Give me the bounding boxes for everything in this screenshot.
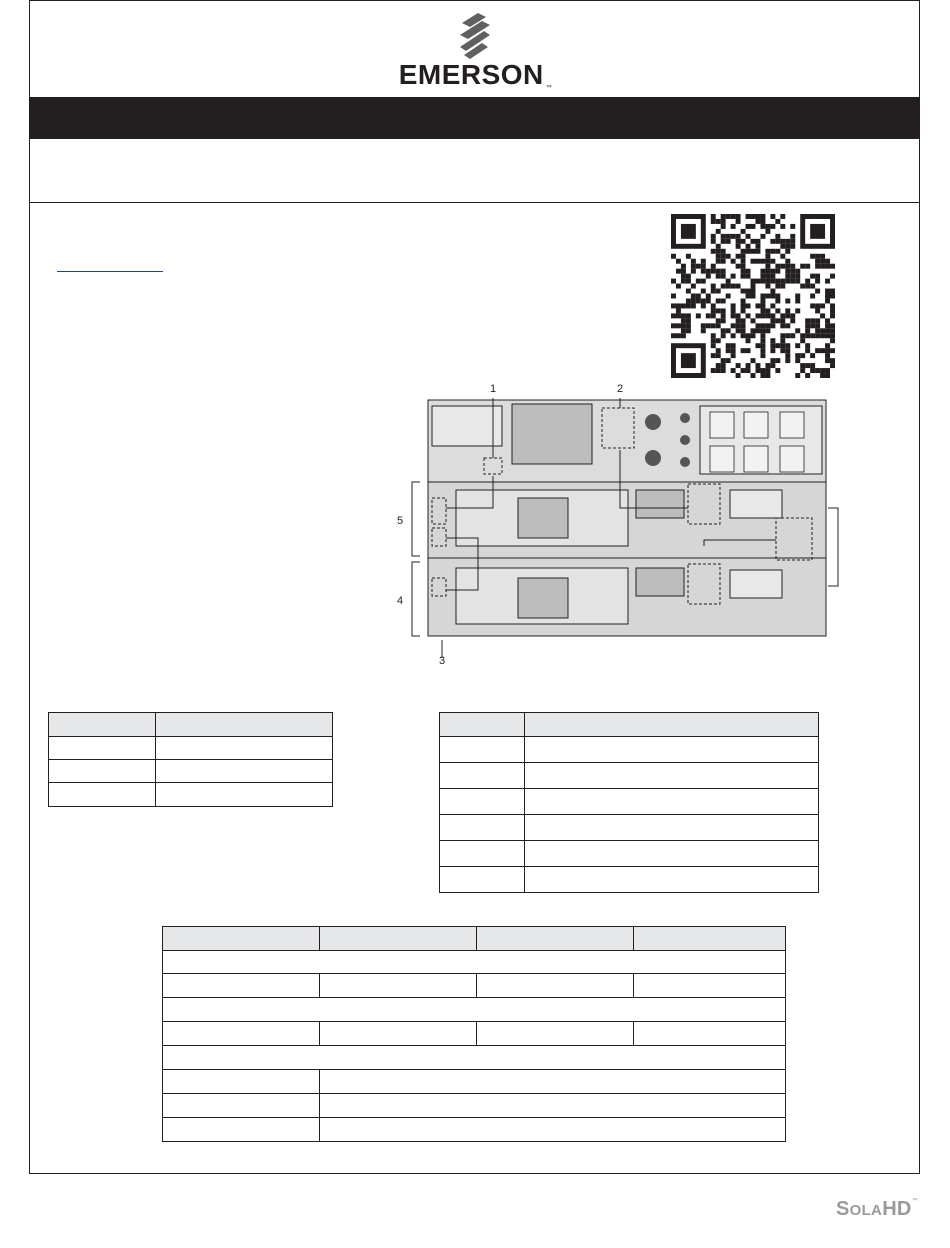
table-cell (156, 760, 333, 783)
table-cell (525, 763, 819, 789)
table-cell (320, 1094, 786, 1118)
table-section-row (163, 998, 786, 1022)
table-cell (49, 783, 156, 807)
table-cell (440, 789, 525, 815)
table-cell (525, 789, 819, 815)
logo (30, 1, 921, 97)
table-cell (320, 1022, 477, 1046)
table-header-cell (440, 713, 525, 737)
table-cell (49, 760, 156, 783)
table-cell (440, 867, 525, 893)
table-header-cell (525, 713, 819, 737)
table-cell (163, 1094, 320, 1118)
table-header-cell (477, 927, 634, 951)
brand-word: EMERSON (398, 59, 544, 90)
table-cell (163, 1070, 320, 1094)
table-cell (477, 1022, 634, 1046)
table-cell (634, 1022, 786, 1046)
table-header-cell (156, 713, 333, 737)
table-cell (440, 841, 525, 867)
table-cell (525, 737, 819, 763)
hyperlink-underline[interactable] (57, 271, 163, 272)
table-cell (156, 737, 333, 760)
table-section-row (163, 951, 786, 974)
table-cell (163, 1118, 320, 1142)
table-cell (525, 867, 819, 893)
rear-panel-diagram (388, 378, 848, 668)
title-bar (30, 97, 919, 139)
table-cell (163, 974, 320, 998)
qr-code (671, 214, 835, 378)
table-cell (440, 815, 525, 841)
table-cell (49, 737, 156, 760)
callout-4: 4 (396, 595, 404, 607)
table-cell (477, 974, 634, 998)
table-cell (440, 763, 525, 789)
table-cell (163, 1022, 320, 1046)
left-table (48, 712, 333, 807)
table-cell (525, 815, 819, 841)
solahd-logo (836, 1198, 918, 1221)
table-header-cell (634, 927, 786, 951)
table-header-cell (163, 927, 320, 951)
table-cell (634, 974, 786, 998)
table-cell (156, 783, 333, 807)
right-table (439, 712, 819, 893)
callout-2: 2 (616, 383, 624, 395)
table-header-cell (49, 713, 156, 737)
table-header-cell (320, 927, 477, 951)
subtitle-band (30, 139, 919, 203)
brand-trademark: ™ (545, 85, 553, 91)
table-cell (320, 974, 477, 998)
callout-3: 3 (438, 655, 446, 667)
brand-letters-hd: HD (882, 1198, 912, 1220)
bottom-table (162, 926, 786, 1142)
table-cell (525, 841, 819, 867)
table-cell (440, 737, 525, 763)
brand-trademark: ™ (911, 1198, 918, 1204)
table-cell (320, 1118, 786, 1142)
brand-letter-s: S (835, 1198, 850, 1220)
brand-letters-ola: OLA (849, 1202, 883, 1219)
callout-1: 1 (489, 383, 497, 395)
emerson-logo-mark-icon (456, 13, 492, 61)
callout-5: 5 (396, 515, 404, 527)
table-section-row (163, 1046, 786, 1070)
brand-wordmark (30, 59, 921, 91)
table-cell (320, 1070, 786, 1094)
